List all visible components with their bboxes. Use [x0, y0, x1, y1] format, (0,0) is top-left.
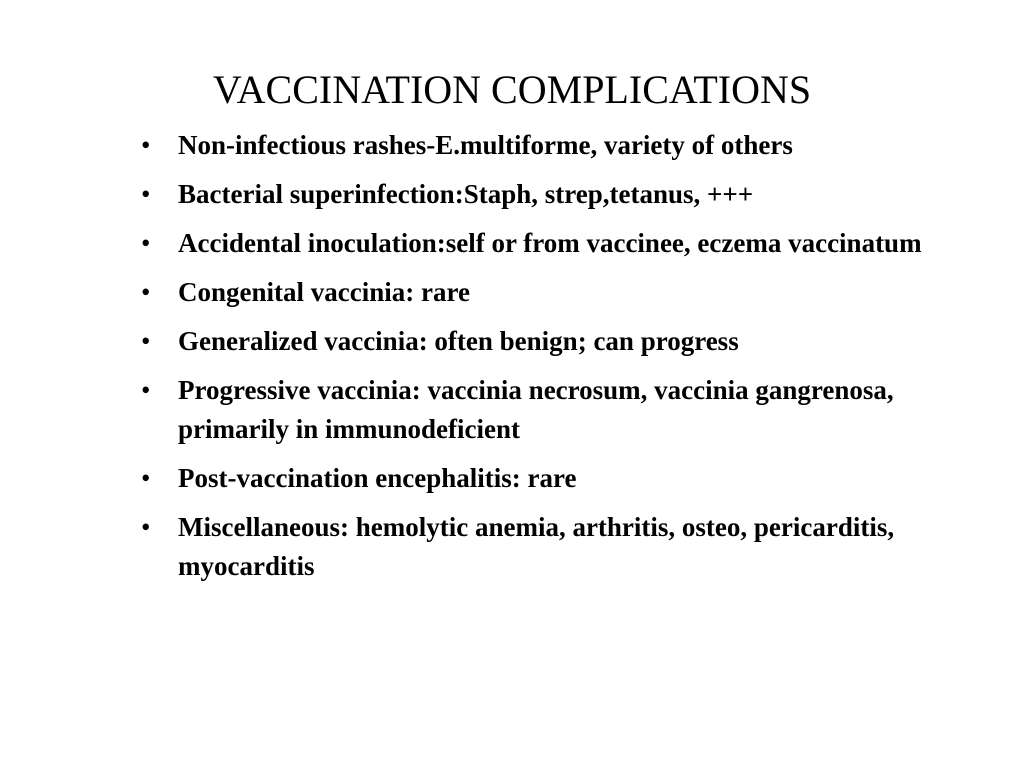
- list-item: [141, 459, 981, 498]
- list-item-text: Bacterial superinfection:Staph, strep,tetanus, +++: [178, 179, 754, 209]
- bullet-icon: •: [141, 375, 151, 405]
- list-item: [141, 322, 981, 361]
- list-item-text: Miscellaneous: hemolytic anemia, arthritis, osteo, pericarditis, myocarditis: [178, 512, 895, 581]
- list-item-text: Non-infectious rashes-E.multiforme, variety of others: [178, 130, 793, 160]
- bullet-icon: •: [141, 326, 151, 356]
- list-item: [141, 175, 981, 214]
- bullet-icon: •: [141, 463, 151, 493]
- list-item-text: Accidental inoculation:self or from vaccinee, eczema vaccinatum: [178, 228, 922, 258]
- list-item: [141, 273, 981, 312]
- bullet-icon: •: [141, 130, 151, 160]
- bullet-icon: •: [141, 277, 151, 307]
- bullet-icon: •: [141, 512, 151, 542]
- list-item: [141, 126, 981, 165]
- list-item: [141, 224, 981, 263]
- list-item-text: Post-vaccination encephalitis: rare: [178, 463, 577, 493]
- list-item-text: Congenital vaccinia: rare: [178, 277, 470, 307]
- list-item-text: Progressive vaccinia: vaccinia necrosum, vaccinia gangrenosa, primarily in immunodeficient: [178, 375, 894, 444]
- bullet-icon: •: [141, 179, 151, 209]
- bullet-icon: •: [141, 228, 151, 258]
- slide-title: VACCINATION COMPLICATIONS: [212, 67, 812, 112]
- list-item: [141, 371, 981, 449]
- bullet-list: [141, 126, 981, 596]
- list-item-text: Generalized vaccinia: often benign; can progress: [178, 326, 739, 356]
- list-item: [141, 508, 981, 586]
